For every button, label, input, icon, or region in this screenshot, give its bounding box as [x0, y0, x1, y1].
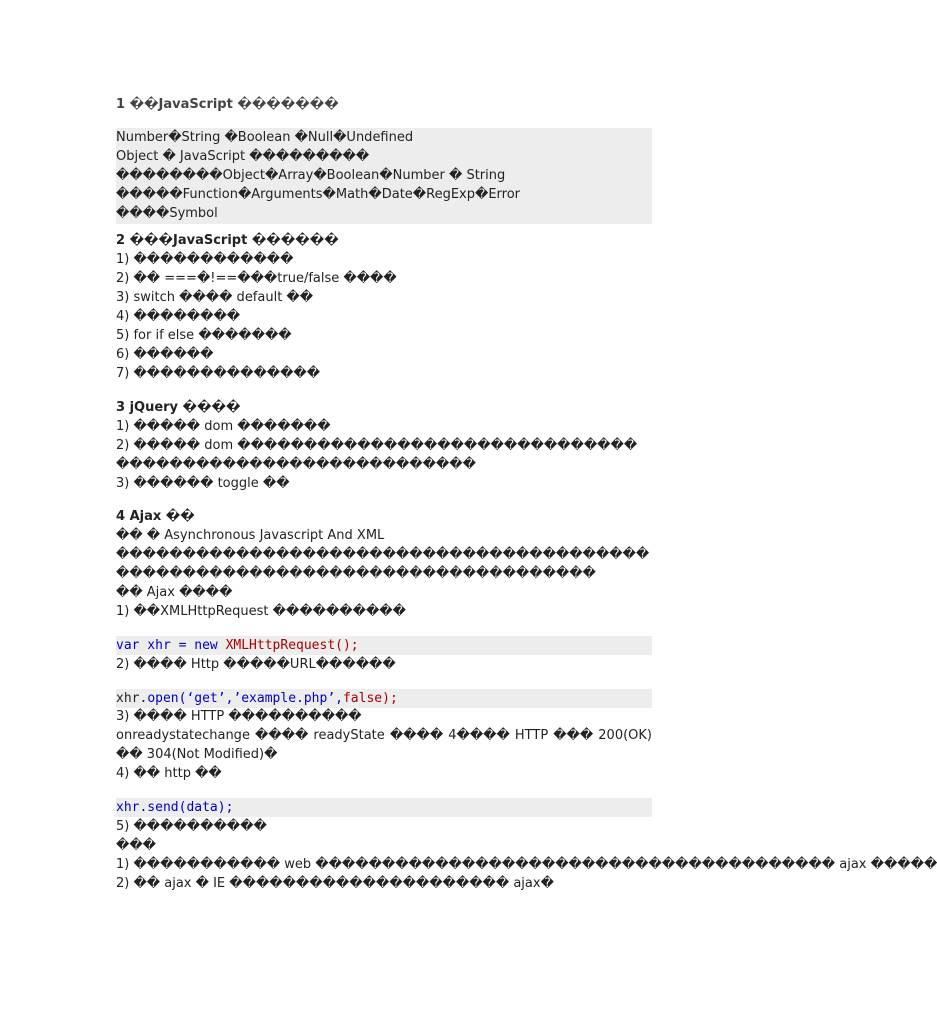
list-item: 5) for if else ������� [116, 328, 292, 343]
steps-heading: �� Ajax ���� [116, 585, 233, 600]
list-item: 1) ����� dom ������� [116, 419, 331, 434]
section-3 [116, 398, 652, 493]
types-line: Number�String �Boolean �Null�Undefined [116, 130, 414, 145]
code-call: open(‘get’,’example.php’, [147, 691, 343, 706]
section-2 [116, 231, 652, 383]
note-item: 2) �� ajax � IE ��������������������� ajax� [116, 876, 554, 891]
note-heading: ��� [116, 838, 156, 853]
note-item: 1) ����������� web ��������������������������������������� ajax ����� [116, 857, 937, 872]
code-keyword: var xhr = new [116, 638, 226, 653]
code-object: xhr. [116, 691, 148, 706]
section-4-title: 4 Ajax �� [116, 509, 195, 524]
types-line: ����Symbol [116, 206, 218, 221]
step-3: 3) ���� HTTP ���������� [116, 709, 362, 724]
types-line: ��������Object�Array�Boolean�Number � String [116, 168, 506, 183]
step-1: 1) ��XMLHttpRequest ���������� [116, 604, 406, 619]
list-item: 4) �������� [116, 309, 241, 324]
step-3-detail: onreadystatechange ���� readyState ���� 4���� HTTP ��� 200(OK) �� 304(Not Modified)� [116, 728, 652, 762]
list-item: 1) ������������ [116, 252, 294, 267]
definition-paragraph: ���������������������������������������������������������������������������� [116, 547, 650, 581]
list-item: 3) switch ���� default �� [116, 290, 314, 305]
section-1-title: 1 ��JavaScript ������� [116, 97, 339, 112]
step-4: 4) �� http �� [116, 766, 222, 781]
list-item: 2) ����� dom ������������������������������ [116, 438, 638, 453]
section-4 [116, 507, 652, 621]
types-box [116, 128, 652, 224]
list-item: 6) ������ [116, 347, 214, 362]
list-item: 7) �������������� [116, 366, 321, 381]
code-block-create [116, 636, 652, 655]
types-line: Object � JavaScript ��������� [116, 149, 370, 164]
code-block-send: xhr.send(data); [116, 798, 652, 817]
list-item: 3) ������ toggle �� [116, 476, 290, 491]
section-4-tail [116, 817, 937, 893]
step-5: 5) ���������� [116, 819, 267, 834]
list-item: ��������������������������� [116, 457, 476, 472]
list-item: 2) �� ===�!==���true/false ���� [116, 271, 397, 286]
step-2: 2) ���� Http �����URL������ [116, 657, 396, 672]
types-line: �����Function�Arguments�Math�Date�RegExp�Error [116, 187, 521, 202]
code-class: XMLHttpRequest(); [225, 638, 359, 653]
code-block-open [116, 689, 652, 708]
section-3-title: 3 jQuery ���� [116, 400, 241, 415]
section-2-title: 2 ���JavaScript ������ [116, 233, 339, 248]
full-name-line: �� � Asynchronous Javascript And XML [116, 528, 385, 543]
code-flag: false); [342, 691, 398, 706]
